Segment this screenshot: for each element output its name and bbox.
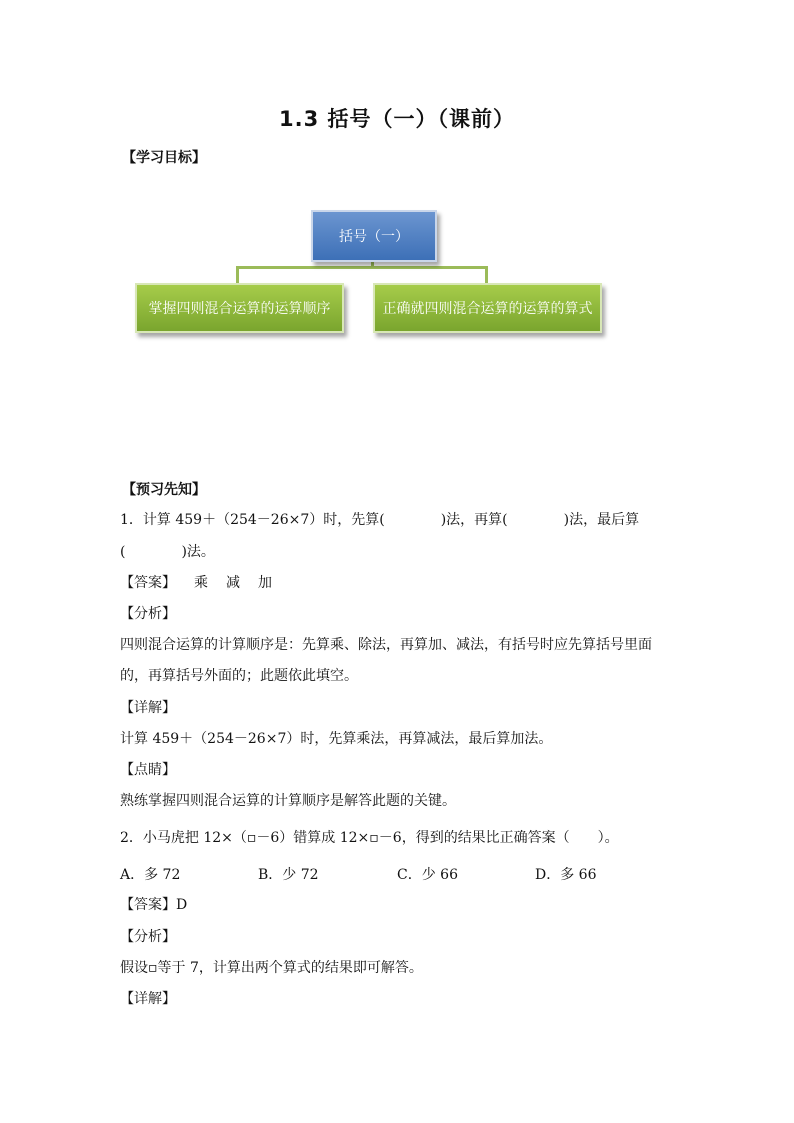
q1-point-label: 【点睛】: [120, 762, 176, 778]
answer-item: 减: [226, 575, 240, 591]
diagram-root-node: 括号（一）: [311, 210, 437, 262]
answer-item: 乘: [194, 575, 208, 591]
answer-label: 【答案】: [120, 575, 176, 591]
q2-analysis: 假设▫等于 7，计算出两个算式的结果即可解答。: [120, 960, 423, 976]
q2-question: 2．小马虎把 12×（▫－6）错算成 12×▫－6，得到的结果比正确答案（ ）。: [120, 830, 619, 846]
choice-b: B．少 72: [258, 867, 319, 883]
choice-c: C．少 66: [397, 867, 458, 883]
q1-text-line1: 1．计算 459＋（254－26×7）时，先算( )法，再算( )法，最后算: [120, 512, 640, 528]
choice-a: A．多 72: [120, 867, 181, 883]
q2-choices: [120, 864, 680, 884]
learning-goals-heading: 【学习目标】: [122, 150, 206, 166]
q1-text-line2: ( )法。: [120, 544, 215, 560]
connector-right: [485, 266, 488, 283]
choice-d: D．多 66: [535, 867, 597, 883]
q1-analysis-line2: 的，再算括号外面的；此题依此填空。: [120, 668, 358, 684]
q2-answer: 【答案】D: [120, 897, 188, 913]
q1-point: 熟练掌握四则混合运算的计算顺序是解答此题的关键。: [120, 793, 456, 809]
page-title: 1.3 括号（一）（课前）: [278, 107, 515, 131]
preview-heading: 【预习先知】: [122, 482, 206, 498]
q1-answer: [120, 572, 272, 592]
diagram-left-node: 掌握四则混合运算的运算顺序: [135, 283, 344, 333]
answer-item: 加: [258, 575, 272, 591]
diagram-right-node: 正确就四则混合运算的运算的算式: [373, 283, 602, 333]
connector-left: [236, 266, 239, 283]
q1-analysis-label: 【分析】: [120, 606, 176, 622]
q1-detail: 计算 459＋（254－26×7）时，先算乘法，再算减法，最后算加法。: [120, 731, 553, 747]
q2-analysis-label: 【分析】: [120, 929, 176, 945]
q2-detail-label: 【详解】: [120, 991, 176, 1007]
q1-analysis-line1: 四则混合运算的计算顺序是：先算乘、除法，再算加、减法，有括号时应先算括号里面: [120, 637, 652, 653]
connector-bar: [236, 266, 488, 269]
q1-detail-label: 【详解】: [120, 700, 176, 716]
